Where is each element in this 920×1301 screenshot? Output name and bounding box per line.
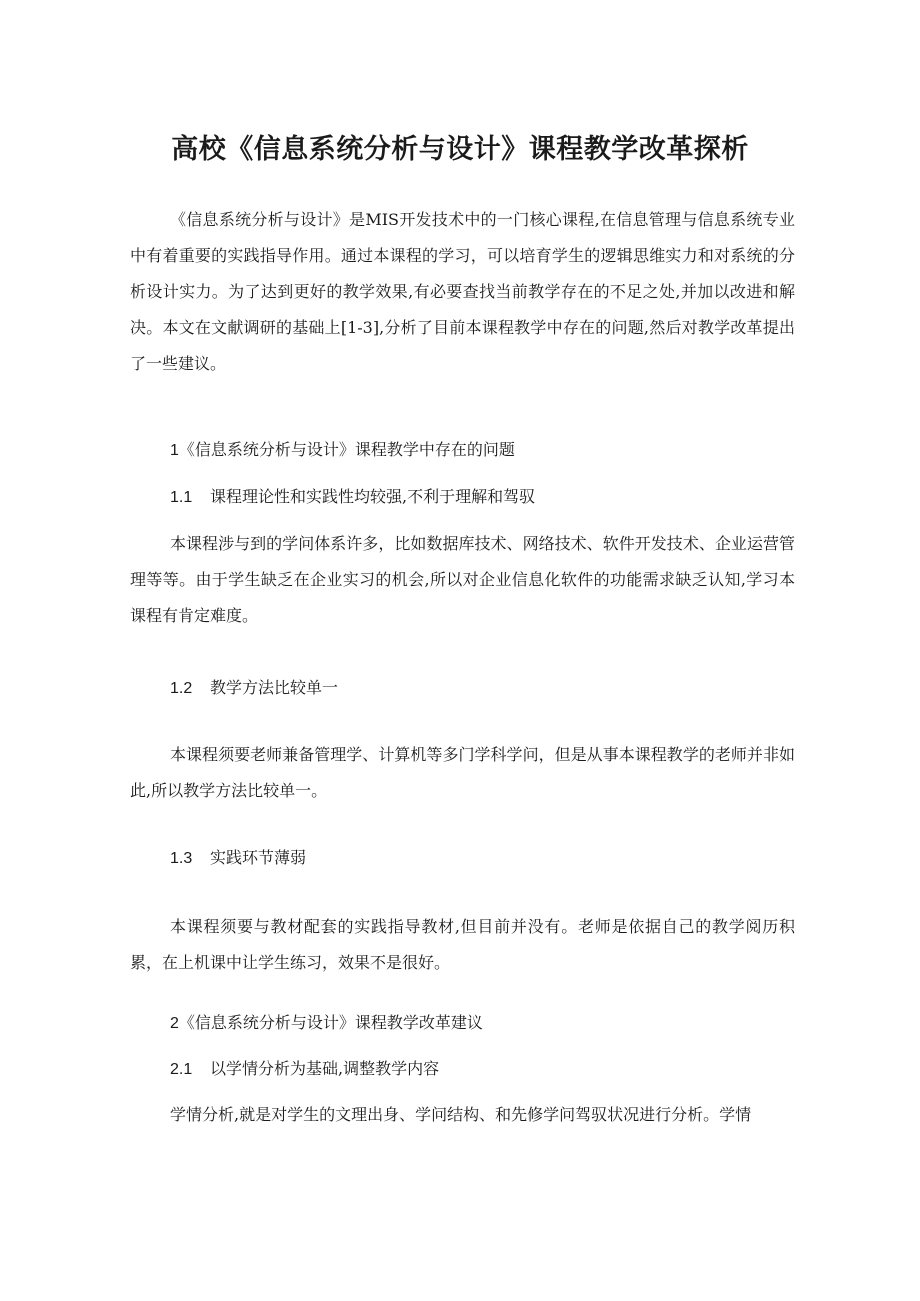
section-1-1-heading xyxy=(170,479,535,516)
section-1-3-number: 1.3 xyxy=(170,850,193,867)
section-1-2-number: 1.2 xyxy=(170,680,193,697)
section-1-2-heading xyxy=(170,670,338,707)
section-2-heading xyxy=(170,1005,483,1042)
section-2-1-heading xyxy=(170,1051,439,1088)
section-1-3-paragraph: 本课程须要与教材配套的实践指导教材,但目前并没有。老师是依据自己的教学阅历积累，在上机课中让学生练习，效果不是很好。 xyxy=(130,917,795,972)
section-1-heading xyxy=(170,432,515,469)
section-1-title: 《信息系统分析与设计》课程教学中存在的问题 xyxy=(178,440,515,459)
section-1-3-heading xyxy=(170,840,306,877)
section-1-1-paragraph: 本课程涉与到的学问体系许多，比如数据库技术、网络技术、软件开发技术、企业运营管理等等。由于学生缺乏在企业实习的机会,所以对企业信息化软件的功能需求缺乏认知,学习本课程有肯定难度。 xyxy=(130,534,795,625)
page-title: 高校《信息系统分析与设计》课程教学改革探析 xyxy=(171,134,749,166)
section-1-2-title: 教学方法比较单一 xyxy=(210,678,339,697)
section-2-1-paragraph: 学情分析,就是对学生的文理出身、学问结构、和先修学问驾驭状况进行分析。学情 xyxy=(170,1105,752,1124)
section-2-1-number: 2.1 xyxy=(170,1061,193,1078)
intro-paragraph: 《信息系统分析与设计》是MIS开发技术中的一门核心课程,在信息管理与信息系统专业中有着重要的实践指导作用。通过本课程的学习，可以培育学生的逻辑思维实力和对系统的分析设计实力。为了达到更好的教学效果,有必要查找当前教学存在的不足之处,并加以改进和解决。本文在文献调研的基础上[1-3],分析了目前本课程教学中存在的问题,然后对教学改革提出了一些建议。 xyxy=(130,210,795,373)
section-1-3-title: 实践环节薄弱 xyxy=(210,848,307,867)
section-1-2-paragraph: 本课程须要老师兼备管理学、计算机等多门学科学问，但是从事本课程教学的老师并非如此,所以教学方法比较单一。 xyxy=(130,745,795,800)
section-1-1-number: 1.1 xyxy=(170,489,193,506)
section-1-number: 1 xyxy=(170,442,179,459)
section-2-title: 《信息系统分析与设计》课程教学改革建议 xyxy=(178,1013,483,1032)
section-1-1-title: 课程理论性和实践性均较强,不利于理解和驾驭 xyxy=(210,487,536,506)
section-2-1-title: 以学情分析为基础,调整教学内容 xyxy=(210,1059,440,1078)
section-2-number: 2 xyxy=(170,1015,179,1032)
